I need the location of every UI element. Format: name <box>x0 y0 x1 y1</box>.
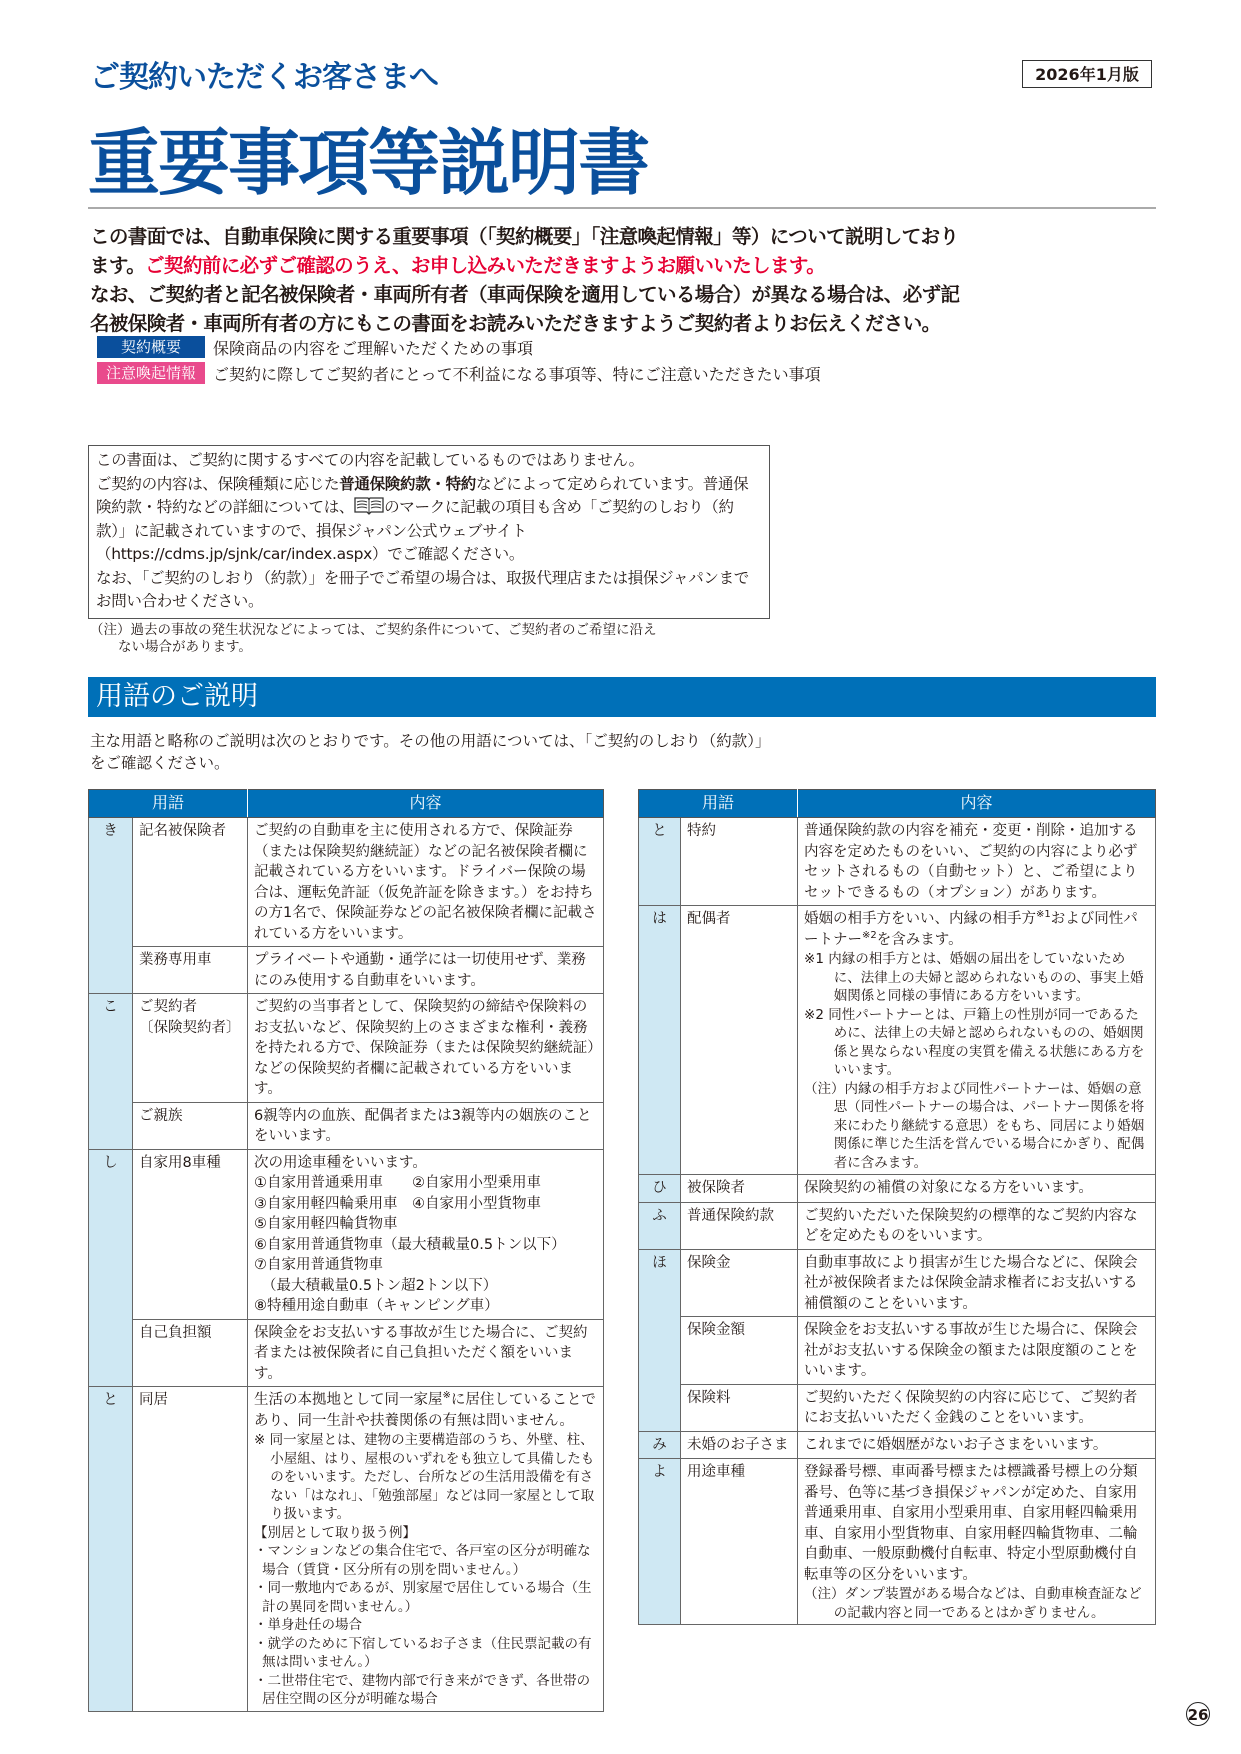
table-row <box>639 1175 1156 1203</box>
notice-line-3: なお、「ご契約のしおり（約款）」を冊子でご希望の場合は、取扱代理店または損保ジャパンまでお問い合わせください。 <box>96 568 749 610</box>
header-term: 用語 <box>89 790 248 818</box>
notice-box <box>88 445 770 619</box>
edition-badge: 2026年1月版 <box>1022 60 1152 88</box>
kana-index: は <box>639 906 681 1175</box>
definition <box>248 1149 604 1319</box>
term: 自家用8車種 <box>133 1149 248 1319</box>
definition-text-part: に居住していることであり、同一生計や扶養関係の有無は問いません。 <box>254 1392 596 1429</box>
term-alias: 〔保険契約者〕 <box>139 1019 241 1036</box>
table-row <box>89 1319 604 1387</box>
example-item: ・マンションなどの集合住宅で、各戸室の区分が明確な場合（賃貸・区分所有の別を問いません。） <box>254 1543 591 1578</box>
kana-index: よ <box>639 1459 681 1625</box>
footnote-text: ※ 同一家屋とは、建物の主要構造部のうち、外壁、柱、小屋組、はり、屋根のいずれをも独立して具備したものをいいます。ただし、台所などの生活用設備を有さない「はなれ」、「勉強部屋」などは同一家屋として取り扱います。 <box>254 1432 595 1522</box>
definition: ご契約の自動車を主に使用される方で、保険証券（または保険契約継続証）などの記名被保険者欄に記載されている方をいいます。ドライバー保険の場合は、運転免許証（仮免許証を除きます。）をお持ちの方1名で、保険証券などの記名被保険者欄に記載されている方をいいます。 <box>248 818 604 947</box>
example-item: ・就学のために下宿しているお子さま（住民票記載の有無は問いません。） <box>254 1635 592 1670</box>
page-number: 26 <box>1186 1702 1210 1726</box>
notice-line-2 <box>96 473 763 567</box>
footnote-text: （注）内縁の相手方および同性パートナーは、婚姻の意思（同性パートナーの場合は、パートナー関係を将来にわたり継続する意思）をもち、同居により婚姻関係に準じた生活を営んでいる場合にかぎり、配偶者に含みます。 <box>804 1080 1145 1171</box>
book-icon <box>354 497 384 515</box>
term-text: ご契約者 <box>139 999 197 1015</box>
footnote-mark: ※2 <box>862 929 877 941</box>
kana-index: み <box>639 1431 681 1459</box>
table-row <box>639 1384 1156 1431</box>
definition: ご契約いただく保険契約の内容に応じて、ご契約者にお支払いいただく金銭のことをいいます。 <box>798 1384 1156 1431</box>
table-row <box>639 1431 1156 1459</box>
kana-index: ひ <box>639 1175 681 1203</box>
legend-tag-caution-info: 注意喚起情報 <box>97 362 205 384</box>
table-row <box>639 1317 1156 1385</box>
term: 被保険者 <box>681 1175 798 1203</box>
table-row <box>89 947 604 994</box>
title-divider <box>88 207 1156 209</box>
definition: プライベートや通勤・通学には一切使用せず、業務にのみ使用する自動車をいいます。 <box>248 947 604 994</box>
definition: ご契約いただいた保険契約の標準的なご契約内容などを定めたものをいいます。 <box>798 1202 1156 1249</box>
footnote-mark: ※ <box>442 1390 451 1401</box>
section-desc-line: をご確認ください。 <box>90 754 230 772</box>
term: 保険金額 <box>681 1317 798 1385</box>
section-desc-line: 主な用語と略称のご説明は次のとおりです。その他の用語については、「ご契約のしおり（約款）」 <box>90 732 771 750</box>
term <box>133 994 248 1103</box>
kana-index: し <box>89 1149 133 1319</box>
vehicle-type-item: ⑧特種用途自動車（キャンピング車） <box>254 1298 499 1314</box>
vehicle-type-item: ⑤自家用軽四輪貨物車 <box>254 1216 398 1232</box>
legend-desc-contract-summary: 保険商品の内容をご理解いただくための事項 <box>213 338 534 358</box>
table-row <box>639 818 1156 906</box>
table-row <box>639 1249 1156 1317</box>
definition: 保険契約の補償の対象になる方をいいます。 <box>798 1175 1156 1203</box>
section-description <box>90 730 770 774</box>
definition: 自動車事故により損害が生じた場合などに、保険会社が被保険者または保険金請求権者にお支払いする補償額のことをいいます。 <box>798 1249 1156 1317</box>
table-row <box>89 1149 604 1319</box>
term: 用途車種 <box>681 1459 798 1625</box>
header-content: 内容 <box>798 790 1156 818</box>
definition-text: 次の用途車種をいいます。 <box>254 1154 427 1171</box>
kana-index <box>89 1319 133 1387</box>
definition: これまでに婚姻歴がないお子さまをいいます。 <box>798 1431 1156 1459</box>
header-content: 内容 <box>248 790 604 818</box>
notice-bold-text: 普通保険約款・特約 <box>339 474 477 493</box>
definition: 保険金をお支払いする事故が生じた場合に、保険会社がお支払いする保険金の額または限度額のことをいいます。 <box>798 1317 1156 1385</box>
kana-index <box>639 1317 681 1385</box>
term: 保険金 <box>681 1249 798 1317</box>
section-heading: 用語のご説明 <box>88 677 1156 717</box>
example-item: ・単身赴任の場合 <box>254 1617 363 1633</box>
kana-index: と <box>89 1387 133 1712</box>
note-text-continued: ない場合があります。 <box>118 639 252 655</box>
legend-desc-caution-info: ご契約に際してご契約者にとって不利益になる事項等、特にご注意いただきたい事項 <box>213 364 821 384</box>
footnote-mark: ※1 <box>1036 909 1051 920</box>
notice-text: のマークに記載の項目も含め「ご契約のしおり（約款）」に記載されていますので、損保ジャパン公式ウェブサイト（https://cdms.jp/sjnk/car/index.aspx）でご確認ください。 <box>96 498 734 563</box>
intro-text-1: この書面では、自動車保険に関する重要事項（「契約概要」「注意喚起情報」等）について説明しております。 <box>90 225 959 277</box>
notice-text: ご契約の内容は、保険種類に応じた <box>96 474 340 493</box>
footnote-text: （注）ダンプ装置がある場合などは、自動車検査証などの記載内容と同一であるとはかぎりません。 <box>804 1586 1142 1621</box>
kana-index <box>639 1384 681 1431</box>
greeting-heading: ご契約いただくお客さまへ <box>90 60 438 95</box>
table-row <box>89 1387 604 1712</box>
definition <box>248 1387 604 1712</box>
table-row <box>639 1202 1156 1249</box>
example-item: ・二世帯住宅で、建物内部で行き来ができず、各世帯の居住空間の区分が明確な場合 <box>254 1672 591 1707</box>
glossary-table-left <box>88 789 604 1712</box>
vehicle-type-item: ⑦自家用普通貨物車 <box>254 1257 384 1273</box>
note-label: （注） <box>90 622 131 638</box>
definition-text-part: を含みます。 <box>876 931 963 948</box>
glossary-table-right <box>638 789 1156 1625</box>
definition-text-part: 生活の本拠地として同一家屋 <box>254 1392 443 1408</box>
page-title: 重要事項等説明書 <box>88 121 649 205</box>
kana-index <box>89 1102 133 1149</box>
term: 特約 <box>681 818 798 906</box>
term: 配偶者 <box>681 906 798 1175</box>
legend-tag-contract-summary: 契約概要 <box>97 336 205 358</box>
definition: 普通保険約款の内容を補充・変更・削除・追加する内容を定めたものをいい、ご契約の内容により必ずセットされるもの（自動セット）と、ご希望によりセットできるもの（オプション）があります。 <box>798 818 1156 906</box>
table-row <box>89 994 604 1103</box>
notice-text: などによって定められています。普通保険約款・特約などの詳細については、 <box>96 474 749 516</box>
footnote-text: ※1 内縁の相手方とは、婚姻の届出をしていないために、法律上の夫婦と認められないものの、事実上婚姻関係と同様の事情にある方をいいます。 <box>804 951 1144 1004</box>
definition-text <box>254 1390 597 1431</box>
table-row <box>89 818 604 947</box>
definition-text: 登録番号標、車両番号標または標識番号標上の分類番号、色等に基づき損保ジャパンが定めた、自家用普通乗用車、自家用小型乗用車、自家用軽四輪乗用車、自家用小型貨物車、自家用軽四輪貨物車、二輪自動車、一般原動機付自転車、特定小型原動機付自転車等の区分をいいます。 <box>804 1464 1138 1583</box>
term: ご親族 <box>133 1102 248 1149</box>
footnote-text: ※2 同性パートナーとは、戸籍上の性別が同一であるために、法律上の夫婦と認められないものの、婚姻関係と異ならない程度の実質を備える状態にある方をいいます。 <box>804 1006 1145 1078</box>
term: 業務専用車 <box>133 947 248 994</box>
intro-paragraph <box>90 222 970 338</box>
kana-index: ふ <box>639 1202 681 1249</box>
kana-index: と <box>639 818 681 906</box>
definition-text-part: 婚姻の相手方をいい、内縁の相手方 <box>804 911 1037 927</box>
table-row <box>89 1102 604 1149</box>
intro-text-2: なお、ご契約者と記名被保険者・車両所有者（車両保険を適用している場合）が異なる場合は、必ず記名被保険者・車両所有者の方にもこの書面をお読みいただきますようご契約者よりお伝えください。 <box>90 283 960 335</box>
definition: 6親等内の血族、配偶者または3親等内の姻族のことをいいます。 <box>248 1102 604 1149</box>
table-row <box>639 906 1156 1175</box>
term: 自己負担額 <box>133 1319 248 1387</box>
term: 未婚のお子さま <box>681 1431 798 1459</box>
vehicle-type-item: ③自家用軽四輪乗用車 ④自家用小型貨物車 <box>254 1195 542 1212</box>
legend-caution-info <box>97 362 821 384</box>
vehicle-type-item: （最大積載量0.5トン超2トン以下） <box>262 1277 498 1294</box>
footnote <box>90 622 656 656</box>
kana-index: ほ <box>639 1249 681 1317</box>
intro-emphasis: ご契約前に必ずご確認のうえ、お申し込みいただきますようお願いいたします。 <box>145 254 826 277</box>
vehicle-type-item: ①自家用普通乗用車 ②自家用小型乗用車 <box>254 1175 542 1191</box>
definition: ご契約の当事者として、保険契約の締結や保険料のお支払いなど、保険契約上のさまざまな権利・義務を持たれる方で、保険証券（または保険契約継続証）などの保険契約者欄に記載されている方をいいます。 <box>248 994 604 1103</box>
definition <box>798 906 1156 1175</box>
definition-text-part: および同性パートナー <box>804 911 1138 948</box>
definition <box>798 1459 1156 1625</box>
definition: 保険金をお支払いする事故が生じた場合に、ご契約者または被保険者に自己負担いただく額をいいます。 <box>248 1319 604 1387</box>
kana-index: こ <box>89 994 133 1103</box>
definition-text <box>804 909 1149 950</box>
examples-title: 【別居として取り扱う例】 <box>254 1524 417 1541</box>
term: 保険料 <box>681 1384 798 1431</box>
vehicle-type-item: ⑥自家用普通貨物車（最大積載量0.5トン以下） <box>254 1236 566 1253</box>
notice-line-1: この書面は、ご契約に関するすべての内容を記載しているものではありません。 <box>96 451 644 469</box>
note-text: 過去の事故の発生状況などによっては、ご契約条件について、ご契約者のご希望に沿え <box>130 622 657 638</box>
kana-index: き <box>89 818 133 947</box>
example-item: ・同一敷地内であるが、別家屋で居住している場合（生計の異同を問いません。） <box>254 1580 592 1615</box>
legend-contract-summary <box>97 336 533 358</box>
table-row <box>639 1459 1156 1625</box>
term: 普通保険約款 <box>681 1202 798 1249</box>
header-term: 用語 <box>639 790 798 818</box>
kana-index <box>89 947 133 994</box>
term: 記名被保険者 <box>133 818 248 947</box>
term: 同居 <box>133 1387 248 1712</box>
